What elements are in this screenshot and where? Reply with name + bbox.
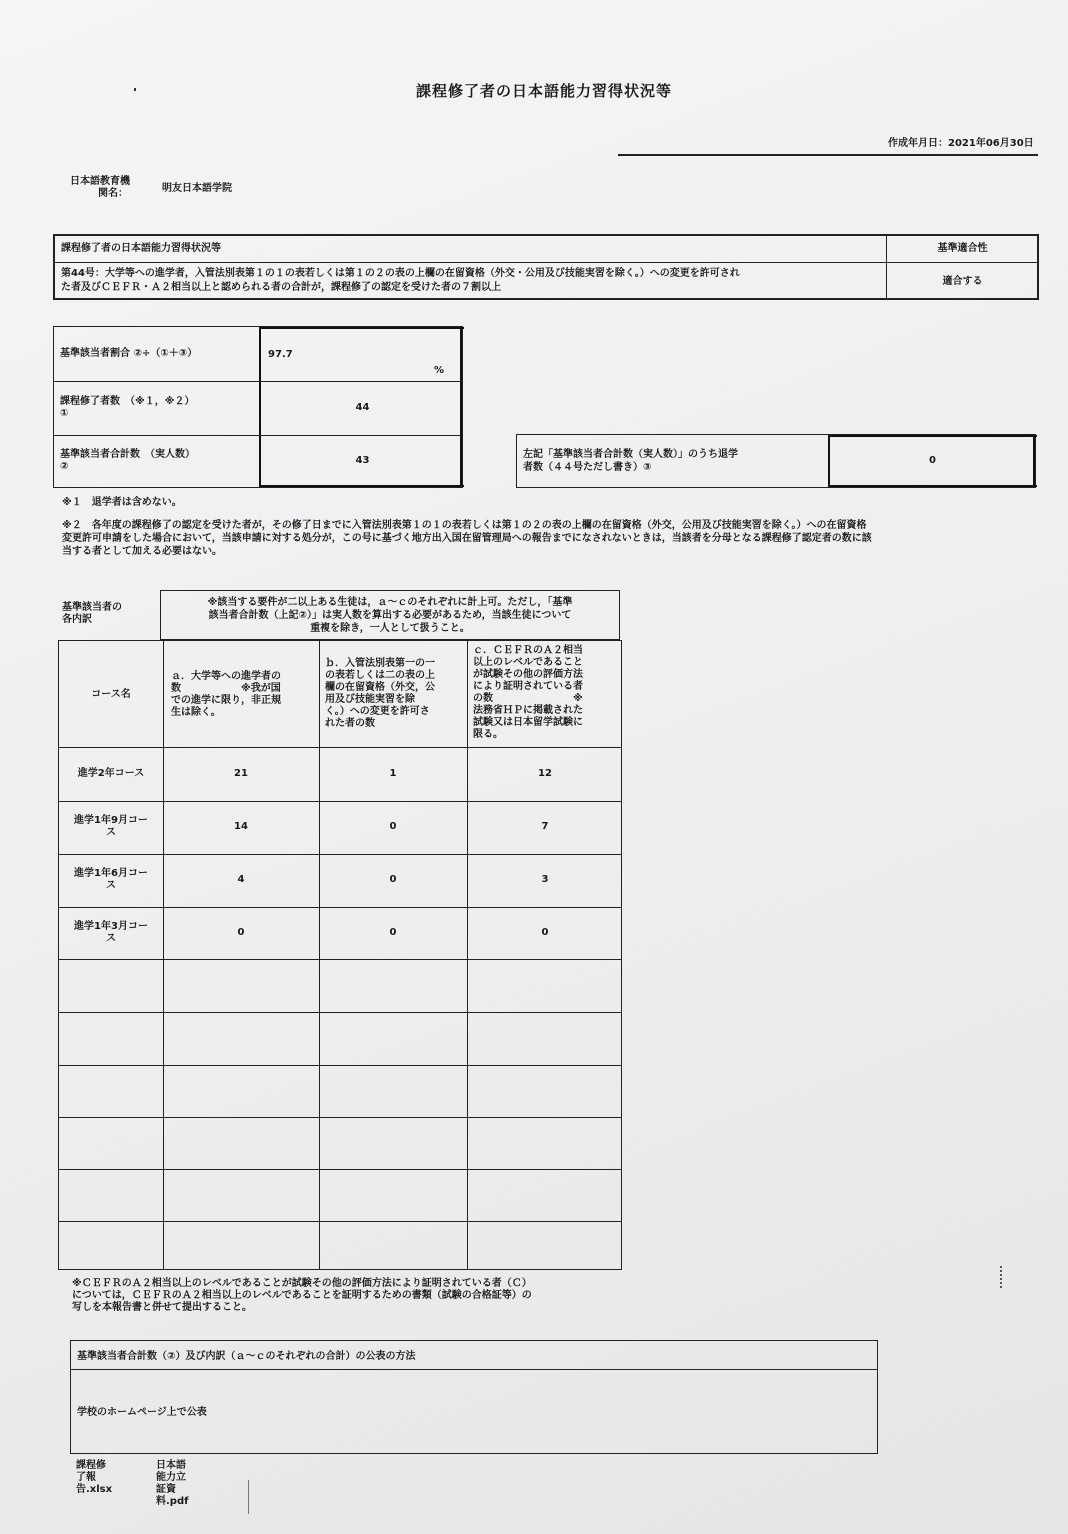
summary-divider-h1 bbox=[54, 381, 462, 382]
cefr-note-1: ※ＣＥＦＲのＡ２相当以上のレベルであることが試験その他の評価方法により証明されている者（Ｃ） bbox=[72, 1278, 532, 1289]
grid-h3 bbox=[59, 907, 621, 908]
table-row-b: 0 bbox=[389, 821, 397, 832]
col-a-line-3: での進学に限り，非正規 bbox=[171, 695, 281, 706]
grid-h1 bbox=[59, 801, 621, 802]
attachment-2-line-2: 能力立 bbox=[156, 1472, 186, 1483]
grid-h7 bbox=[59, 1117, 621, 1118]
course-name-line-1: 進学1年6月コー bbox=[74, 868, 148, 879]
table-row-c: 3 bbox=[541, 874, 549, 885]
attachment-1-line-1: 課程修 bbox=[76, 1460, 106, 1471]
scan-line bbox=[248, 1480, 249, 1514]
table-row-a: 14 bbox=[234, 821, 248, 832]
summary-divider-h2 bbox=[54, 435, 462, 436]
col-a-line-2: 数 ※我が国 bbox=[171, 683, 281, 694]
table-row-b: 0 bbox=[389, 874, 397, 885]
instruction-line-2: 該当者合計数（上記②）」は実人数を算出する必要があるため，当該生徒について bbox=[208, 610, 572, 621]
institution-name: 明友日本語学院 bbox=[162, 183, 232, 194]
breakdown-title-2: 各内訳 bbox=[62, 614, 92, 625]
table-row-course bbox=[59, 868, 163, 892]
publication-table bbox=[70, 1340, 878, 1454]
attachment-1 bbox=[76, 1460, 112, 1496]
grid-h2 bbox=[59, 854, 621, 855]
col-c-line-3: が試験その他の評価方法 bbox=[473, 669, 583, 680]
attachment-2-line-3: 証資 bbox=[156, 1484, 176, 1495]
conformity-header: 基準適合性 bbox=[937, 243, 988, 254]
summary-top-thick bbox=[259, 327, 464, 329]
publication-divider bbox=[71, 1369, 877, 1370]
page-title: 課程修了者の日本語能力習得状況等 bbox=[415, 82, 672, 100]
note-2-line-2: 変更許可申請をした場合において，当該申請に対する処分が，この号に基づく地方出入国在留管理局への報告までになされないときは，当該者を分母となる課程修了認定者の数に該 bbox=[62, 533, 872, 544]
scan-mark bbox=[1000, 1266, 1006, 1288]
qualified-mark: ② bbox=[60, 461, 69, 472]
table-row-course bbox=[59, 921, 163, 945]
col-c-line-6: 法務省ＨＰに掲載された bbox=[473, 705, 583, 716]
col-a-line-4: 生は除く。 bbox=[171, 707, 221, 718]
summary-bottom-thick bbox=[259, 485, 464, 487]
course-header: コース名 bbox=[91, 689, 131, 700]
table-row-a: 21 bbox=[234, 768, 248, 779]
course-name-line-2: ス bbox=[106, 880, 116, 891]
table-row-course bbox=[59, 815, 163, 839]
attachment-2-line-4: 料.pdf bbox=[156, 1496, 189, 1507]
institution-label: 日本語教育機 bbox=[70, 176, 130, 187]
criteria-text-1: 第44号：大学等への進学者，入管法別表第１の１の表若しくは第１の２の表の上欄の在留資格（外交・公用及び技能実習を除く。）への変更を許可され bbox=[61, 268, 740, 279]
note-2-line-3: 当する者として加える必要はない。 bbox=[62, 546, 222, 557]
publication-method: 学校のホームページ上で公表 bbox=[77, 1407, 207, 1418]
grid-v2 bbox=[319, 641, 320, 1269]
col-a-header bbox=[171, 671, 316, 719]
col-c-line-5: の数 ※ bbox=[473, 693, 583, 704]
summary-table bbox=[53, 326, 463, 488]
course-name-line-1: 進学1年9月コー bbox=[74, 815, 148, 826]
publication-header: 基準該当者合計数（②）及び内訳（ａ～ｃのそれぞれの合計）の公表の方法 bbox=[77, 1351, 416, 1362]
withdrawn-label-2: 者数（４４号ただし書き）③ bbox=[523, 462, 652, 473]
withdrawn-table bbox=[516, 434, 1036, 488]
col-a-line-1: ａ．大学等への進学者の bbox=[171, 671, 281, 682]
table-row-b: 0 bbox=[389, 927, 397, 938]
cefr-note-2: については，ＣＥＦＲのＡ２相当以上のレベルであることを証明するための書類（試験の合格証等）の bbox=[72, 1290, 532, 1301]
table-row-c: 12 bbox=[538, 768, 552, 779]
table-row-course: 進学2年コース bbox=[77, 768, 145, 779]
col-b-line-6: れた者の数 bbox=[325, 718, 375, 729]
created-date-underline bbox=[618, 154, 1038, 156]
scan-speck bbox=[134, 88, 136, 91]
note-1: ※１ 退学者は含めない。 bbox=[62, 497, 182, 508]
cefr-note-3: 写しを本報告書と併せて提出すること。 bbox=[72, 1302, 252, 1313]
created-date: 作成年月日：2021年06月30日 bbox=[888, 138, 1034, 149]
breakdown-grid bbox=[58, 640, 622, 1270]
grid-h0 bbox=[59, 747, 621, 748]
breakdown-table bbox=[58, 590, 622, 1270]
col-b-line-5: く。）への変更を許可さ bbox=[325, 706, 430, 717]
col-b-line-1: ｂ．入管法別表第一の一 bbox=[325, 658, 435, 669]
grid-h4 bbox=[59, 959, 621, 960]
table-row-c: 0 bbox=[541, 927, 549, 938]
criteria-text-2: た者及びＣＥＦＲ・Ａ２相当以上と認められる者の合計が，課程修了の認定を受けた者の７割以上 bbox=[61, 282, 501, 293]
note-2-line-1: ※２ 各年度の課程修了の認定を受けた者が，その修了日までに入管法別表第１の１の表若しくは第１の２の表の上欄の在留資格（外交，公用及び技能実習を除く。）への在留資格 bbox=[62, 520, 867, 531]
grid-v1 bbox=[163, 641, 164, 1269]
col-c-line-1: ｃ．ＣＥＦＲのＡ２相当 bbox=[473, 645, 583, 656]
table-row-b: 1 bbox=[389, 768, 397, 779]
grid-h9 bbox=[59, 1221, 621, 1222]
grid-h5 bbox=[59, 1012, 621, 1013]
completers-label: 課程修了者数 （※１，※２） bbox=[60, 396, 195, 407]
table-row-a: 0 bbox=[237, 927, 245, 938]
col-b-line-3: 欄の在留資格（外交，公 bbox=[325, 682, 435, 693]
ratio-unit: % bbox=[434, 365, 445, 376]
col-b-line-2: の表若しくは二の表の上 bbox=[325, 670, 435, 681]
criteria-divider-h bbox=[55, 262, 1037, 263]
completers-value: 44 bbox=[355, 402, 370, 413]
col-c-line-7: 試験又は日本留学試験に bbox=[473, 717, 583, 728]
grid-h8 bbox=[59, 1169, 621, 1170]
ratio-label: 基準該当者割合 ②÷（①＋③） bbox=[60, 348, 198, 359]
withdrawn-bottom-thick bbox=[828, 485, 1037, 487]
table-row-a: 4 bbox=[237, 874, 245, 885]
table-row-c: 7 bbox=[541, 821, 549, 832]
ratio-value: 97.7 bbox=[268, 349, 293, 360]
col-c-line-2: 以上のレベルであること bbox=[473, 657, 583, 668]
col-c-line-8: 限る。 bbox=[473, 729, 503, 740]
withdrawn-value: 0 bbox=[929, 455, 936, 466]
instruction-box bbox=[160, 590, 620, 640]
attachment-1-line-2: 了報 bbox=[76, 1472, 96, 1483]
grid-v3 bbox=[467, 641, 468, 1269]
course-name-line-2: ス bbox=[106, 933, 116, 944]
grid-h6 bbox=[59, 1065, 621, 1066]
qualified-value: 43 bbox=[355, 455, 370, 466]
col-b-header bbox=[325, 658, 465, 730]
withdrawn-label-1: 左記「基準該当者合計数（実人数）」のうち退学 bbox=[523, 449, 738, 460]
instruction-line-3: 重複を除き，一人として扱うこと。 bbox=[310, 623, 470, 634]
qualified-label: 基準該当者合計数 （実人数） bbox=[60, 449, 195, 460]
col-b-line-4: 用及び技能実習を除 bbox=[325, 694, 415, 705]
col-c-line-4: により証明されている者 bbox=[473, 681, 583, 692]
criteria-header: 課程修了者の日本語能力習得状況等 bbox=[61, 243, 221, 254]
attachment-2 bbox=[156, 1460, 188, 1508]
col-c-header bbox=[473, 645, 621, 741]
completers-mark: ① bbox=[60, 408, 69, 419]
criteria-table bbox=[53, 234, 1039, 300]
withdrawn-top-thick bbox=[828, 435, 1037, 437]
conformity-result: 適合する bbox=[942, 276, 983, 287]
instruction-line-1: ※該当する要件が二以上ある生徒は，ａ～ｃのそれぞれに計上可。ただし，「基準 bbox=[207, 597, 573, 608]
breakdown-title-1: 基準該当者の bbox=[62, 602, 122, 613]
course-name-line-1: 進学1年3月コー bbox=[74, 921, 148, 932]
course-name-line-2: ス bbox=[106, 827, 116, 838]
institution-label-2: 関名： bbox=[98, 188, 128, 199]
attachment-2-line-1: 日本語 bbox=[156, 1460, 186, 1471]
attachment-1-line-3: 告.xlsx bbox=[76, 1484, 113, 1495]
